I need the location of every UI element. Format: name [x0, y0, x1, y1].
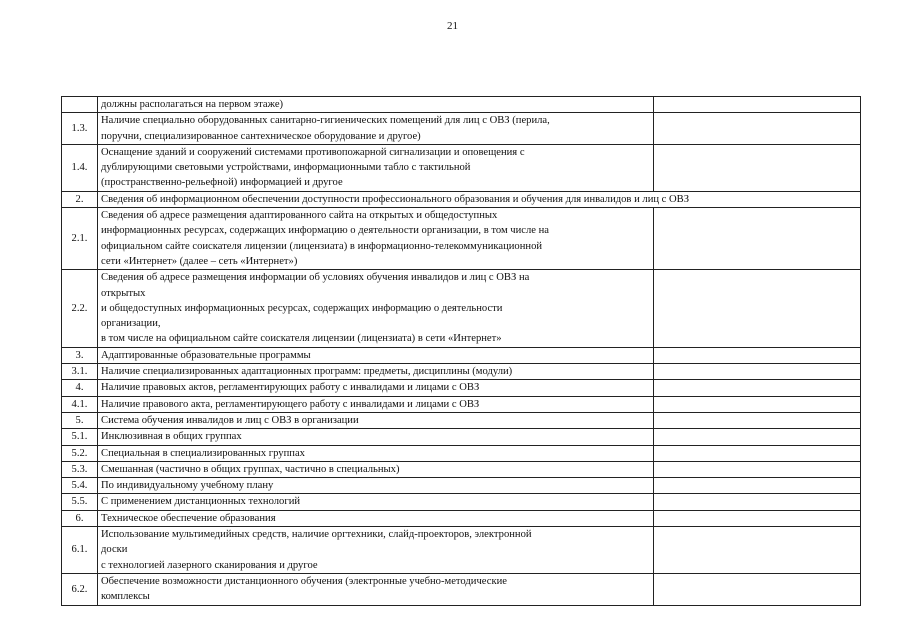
row-description: Сведения об адресе размещения адаптированного сайта на открытых и общедоступных информационных ресурсах, содержащих информацию о деятельности организации, в том числе на официальном сайте соискателя лицензии (лицензиата) в информационно-телекоммуникационной сети «Интернет» (далее – сеть «Интернет»)	[98, 208, 654, 270]
row-description: Обеспечение возможности дистанционного обучения (электронные учебно-методические комплексы	[98, 573, 654, 605]
row-number: 5.1.	[62, 429, 98, 445]
row-value-cell	[654, 144, 861, 191]
row-value-cell	[654, 97, 861, 113]
table-row	[62, 494, 861, 510]
row-value-cell	[654, 347, 861, 363]
row-number: 4.	[62, 380, 98, 396]
row-number: 2.	[62, 191, 98, 207]
row-number: 5.5.	[62, 494, 98, 510]
row-value-cell	[654, 573, 861, 605]
row-number: 5.4.	[62, 478, 98, 494]
table-row	[62, 191, 861, 207]
row-description: Адаптированные образовательные программы	[98, 347, 654, 363]
row-value-cell	[654, 396, 861, 412]
table-row	[62, 396, 861, 412]
row-description: Оснащение зданий и сооружений системами противопожарной сигнализации и оповещения с дублирующими световыми устройствами, информационными табло с тактильной (пространственно-рельефной) информацией и другое	[98, 144, 654, 191]
table-row	[62, 461, 861, 477]
row-description: Наличие специализированных адаптационных программ: предметы, дисциплины (модули)	[98, 364, 654, 380]
row-description: С применением дистанционных технологий	[98, 494, 654, 510]
row-description: должны располагаться на первом этаже)	[98, 97, 654, 113]
requirements-table	[61, 96, 861, 606]
row-value-cell	[654, 461, 861, 477]
row-description: Инклюзивная в общих группах	[98, 429, 654, 445]
table-row	[62, 478, 861, 494]
row-number: 1.3.	[62, 113, 98, 145]
row-description: Сведения об адресе размещения информации об условиях обучения инвалидов и лиц с ОВЗ на открытых и общедоступных информационных ресурсах, содержащих информацию о деятельности организации, в том числе на официальном сайте соискателя лицензии (лицензиата) в сети «Интернет»	[98, 270, 654, 347]
row-number: 6.	[62, 510, 98, 526]
row-number: 5.	[62, 412, 98, 428]
row-number: 2.2.	[62, 270, 98, 347]
row-description: Специальная в специализированных группах	[98, 445, 654, 461]
row-description: Использование мультимедийных средств, наличие оргтехники, слайд-проекторов, электронной доски с технологией лазерного сканирования и другое	[98, 527, 654, 574]
row-value-cell	[654, 510, 861, 526]
table-row	[62, 364, 861, 380]
row-value-cell	[654, 208, 861, 270]
row-description: Сведения об информационном обеспечении доступности профессионального образования и обучения для инвалидов и лиц с ОВЗ	[98, 191, 861, 207]
row-value-cell	[654, 478, 861, 494]
row-description: Наличие правовых актов, регламентирующих работу с инвалидами и лицами с ОВЗ	[98, 380, 654, 396]
row-number: 2.1.	[62, 208, 98, 270]
row-value-cell	[654, 380, 861, 396]
row-description: Наличие специально оборудованных санитарно-гигиенических помещений для лиц с ОВЗ (перила, поручни, специализированное сантехническое оборудование и другое)	[98, 113, 654, 145]
row-number: 3.1.	[62, 364, 98, 380]
row-value-cell	[654, 494, 861, 510]
row-description: По индивидуальному учебному плану	[98, 478, 654, 494]
table-row	[62, 97, 861, 113]
table-row	[62, 573, 861, 605]
row-value-cell	[654, 364, 861, 380]
row-value-cell	[654, 429, 861, 445]
row-number: 6.2.	[62, 573, 98, 605]
row-value-cell	[654, 412, 861, 428]
row-description: Техническое обеспечение образования	[98, 510, 654, 526]
table-row	[62, 208, 861, 270]
row-value-cell	[654, 270, 861, 347]
row-description: Наличие правового акта, регламентирующего работу с инвалидами и лицами с ОВЗ	[98, 396, 654, 412]
row-number: 3.	[62, 347, 98, 363]
row-description: Смешанная (частично в общих группах, частично в специальных)	[98, 461, 654, 477]
table-row	[62, 445, 861, 461]
row-description: Система обучения инвалидов и лиц с ОВЗ в организации	[98, 412, 654, 428]
table-row	[62, 270, 861, 347]
row-value-cell	[654, 527, 861, 574]
row-value-cell	[654, 445, 861, 461]
row-number: 6.1.	[62, 527, 98, 574]
table-row	[62, 527, 861, 574]
table-row	[62, 412, 861, 428]
table-row	[62, 380, 861, 396]
row-number: 5.3.	[62, 461, 98, 477]
table-row	[62, 429, 861, 445]
row-number: 5.2.	[62, 445, 98, 461]
table-row	[62, 510, 861, 526]
page-number: 21	[447, 20, 458, 32]
row-value-cell	[654, 113, 861, 145]
table-row	[62, 113, 861, 145]
row-number	[62, 97, 98, 113]
row-number: 4.1.	[62, 396, 98, 412]
table-row	[62, 144, 861, 191]
table-row	[62, 347, 861, 363]
row-number: 1.4.	[62, 144, 98, 191]
